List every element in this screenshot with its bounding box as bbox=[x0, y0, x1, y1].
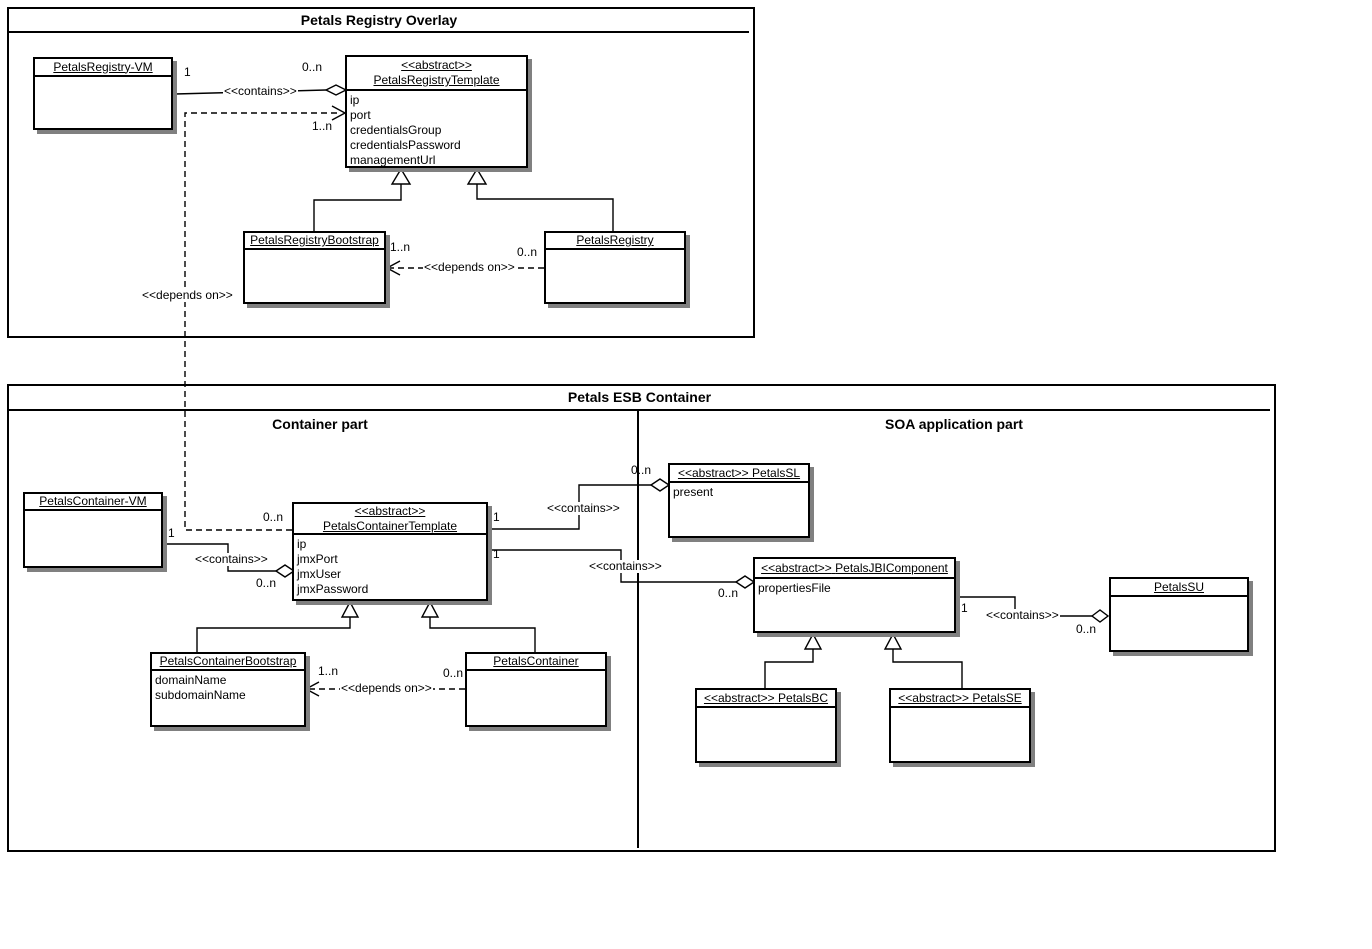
class-petalsbc-title: <<abstract>> PetalsBC bbox=[697, 690, 835, 708]
class-petalsse-title: <<abstract>> PetalsSE bbox=[891, 690, 1029, 708]
class-petalsregistrytemplate bbox=[345, 55, 528, 168]
class-petalssu bbox=[1109, 577, 1249, 652]
class-petalscontainerbootstrap-attributes: domainName subdomainName bbox=[155, 673, 246, 702]
class-petalsjbicomponent-attributes: propertiesFile bbox=[758, 581, 831, 595]
label-contains-jbi: <<contains>> bbox=[589, 559, 662, 573]
section-container-part-title: Container part bbox=[272, 416, 368, 432]
label-depends-on-vertical: <<depends on>> bbox=[142, 288, 233, 302]
class-petalscontainerbootstrap bbox=[150, 652, 306, 727]
mult-containertemplate-0n: 0..n bbox=[256, 576, 277, 590]
mult-containervm-1: 1 bbox=[168, 526, 175, 540]
class-petalsregistry bbox=[544, 231, 686, 304]
inheritance-petalsbc-jbicomponent bbox=[765, 634, 821, 688]
inheritance-petalsregistry-registrytemplate bbox=[468, 169, 613, 231]
mult-registrytemplate-0n: 0..n bbox=[302, 60, 323, 74]
mult-ctemplate-jbi-1: 1 bbox=[493, 547, 500, 561]
class-petalsse bbox=[889, 688, 1031, 763]
section-soa-part-title: SOA application part bbox=[885, 416, 1023, 432]
class-petalscontainer-vm bbox=[23, 492, 163, 568]
class-petalscontainer bbox=[465, 652, 607, 727]
class-petalssl-attributes: present bbox=[673, 485, 714, 499]
class-petalsjbicomponent bbox=[753, 557, 956, 633]
label-depends-on-registry: <<depends on>> bbox=[424, 260, 515, 274]
mult-jbicomponent-0n: 0..n bbox=[718, 586, 739, 600]
label-contains-sl: <<contains>> bbox=[547, 501, 620, 515]
class-petalsregistry-vm bbox=[33, 57, 173, 130]
class-petalsjbicomponent-title: <<abstract>> PetalsJBIComponent bbox=[755, 559, 954, 579]
inheritance-petalsse-jbicomponent bbox=[885, 634, 962, 688]
class-petalscontainer-title: PetalsContainer bbox=[467, 654, 605, 671]
class-petalsregistrytemplate-attributes: ip port credentialsGroup credentialsPassword managementUrl bbox=[350, 93, 461, 167]
mult-containerbootstrap-1n: 1..n bbox=[318, 664, 339, 678]
class-petalssu-title: PetalsSU bbox=[1111, 579, 1247, 597]
class-petalscontainerbootstrap-title: PetalsContainerBootstrap bbox=[152, 654, 304, 671]
mult-petalsregistry-0n: 0..n bbox=[517, 245, 538, 259]
inheritance-petalscontainer-containertemplate bbox=[422, 602, 535, 652]
mult-jbi-su-1: 1 bbox=[961, 601, 968, 615]
class-petalsregistry-vm-title: PetalsRegistry-VM bbox=[35, 59, 171, 77]
dependency-containertemplate-registrytemplate bbox=[185, 106, 345, 530]
mult-petalssl-0n: 0..n bbox=[631, 463, 652, 477]
mult-ctemplate-sl-1: 1 bbox=[493, 510, 500, 524]
class-petalsregistrybootstrap-title: PetalsRegistryBootstrap bbox=[245, 233, 384, 250]
mult-rtemplate-1n: 1..n bbox=[312, 119, 333, 133]
class-petalssl bbox=[668, 463, 810, 538]
label-contains-registry: <<contains>> bbox=[224, 84, 297, 98]
inheritance-registrybootstrap-registrytemplate bbox=[314, 169, 410, 231]
class-petalsregistrytemplate-title: <<abstract>> PetalsRegistryTemplate bbox=[347, 57, 526, 91]
frame-esb-container-title: Petals ESB Container bbox=[9, 386, 1270, 411]
class-petalsregistrybootstrap bbox=[243, 231, 386, 304]
frame-registry-overlay-title: Petals Registry Overlay bbox=[9, 9, 749, 33]
mult-petalscontainer-0n: 0..n bbox=[443, 666, 464, 680]
label-contains-su: <<contains>> bbox=[986, 608, 1059, 622]
inheritance-containerbootstrap-containertemplate bbox=[197, 602, 358, 652]
mult-vm-1: 1 bbox=[184, 65, 191, 79]
mult-ctemplate-0n: 0..n bbox=[263, 510, 284, 524]
class-petalssl-title: <<abstract>> PetalsSL bbox=[670, 465, 808, 483]
class-petalscontainertemplate bbox=[292, 502, 488, 601]
class-petalscontainertemplate-attributes: ip jmxPort jmxUser jmxPassword bbox=[297, 537, 369, 596]
class-petalscontainertemplate-title: <<abstract>> PetalsContainerTemplate bbox=[294, 504, 486, 535]
class-petalsregistry-title: PetalsRegistry bbox=[546, 233, 684, 250]
mult-petalssu-0n: 0..n bbox=[1076, 622, 1097, 636]
class-petalsbc bbox=[695, 688, 837, 763]
class-petalscontainer-vm-title: PetalsContainer-VM bbox=[25, 494, 161, 511]
mult-registrybootstrap-1n: 1..n bbox=[390, 240, 411, 254]
label-depends-on-container: <<depends on>> bbox=[341, 681, 432, 695]
label-contains-containervm: <<contains>> bbox=[195, 552, 268, 566]
